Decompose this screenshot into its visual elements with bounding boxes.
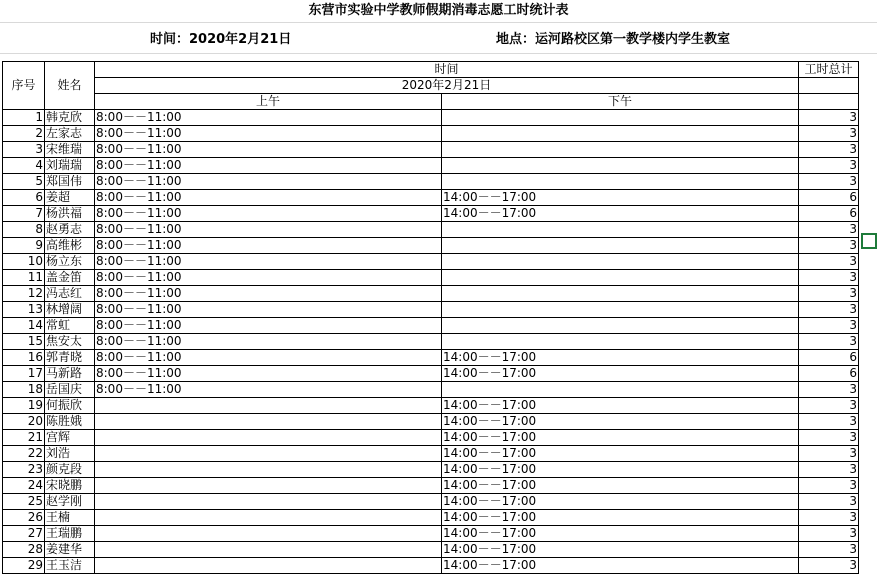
- row-name-cell[interactable]: 赵学刚: [45, 494, 95, 510]
- row-total-cell[interactable]: 6: [799, 206, 859, 222]
- row-afternoon-cell[interactable]: 14:00－－17:00: [442, 190, 799, 206]
- row-afternoon-cell[interactable]: [442, 158, 799, 174]
- table-row: [3, 270, 859, 286]
- row-total-cell[interactable]: 3: [799, 302, 859, 318]
- table-row: [3, 510, 859, 526]
- header-time[interactable]: 时间: [95, 62, 799, 78]
- row-name-cell[interactable]: 郭青晓: [45, 350, 95, 366]
- row-name-cell[interactable]: 刘浩: [45, 446, 95, 462]
- row-afternoon-cell[interactable]: 14:00－－17:00: [442, 510, 799, 526]
- table-row: [3, 174, 859, 190]
- row-seq-cell[interactable]: 19: [3, 398, 45, 414]
- row-name-cell[interactable]: 姜建华: [45, 542, 95, 558]
- row-total-cell[interactable]: 3: [799, 254, 859, 270]
- row-morning-cell[interactable]: 8:00－－11:00: [95, 254, 442, 270]
- row-morning-cell[interactable]: [95, 478, 442, 494]
- row-afternoon-cell[interactable]: 14:00－－17:00: [442, 366, 799, 382]
- table-row: [3, 222, 859, 238]
- row-afternoon-cell[interactable]: 14:00－－17:00: [442, 494, 799, 510]
- row-seq-cell[interactable]: 17: [3, 366, 45, 382]
- header-date[interactable]: 2020年2月21日: [95, 78, 799, 94]
- row-total-cell[interactable]: 3: [799, 382, 859, 398]
- row-total-cell[interactable]: 3: [799, 270, 859, 286]
- row-morning-cell[interactable]: 8:00－－11:00: [95, 302, 442, 318]
- row-seq-cell[interactable]: 14: [3, 318, 45, 334]
- table-row: [3, 398, 859, 414]
- row-name-cell[interactable]: 何振欣: [45, 398, 95, 414]
- row-total-cell[interactable]: 3: [799, 430, 859, 446]
- gridline: [0, 22, 877, 23]
- row-morning-cell[interactable]: [95, 398, 442, 414]
- row-morning-cell[interactable]: 8:00－－11:00: [95, 270, 442, 286]
- table-row: [3, 494, 859, 510]
- row-seq-cell[interactable]: 10: [3, 254, 45, 270]
- row-name-cell[interactable]: 高维彬: [45, 238, 95, 254]
- row-seq-cell[interactable]: 26: [3, 510, 45, 526]
- row-total-cell[interactable]: 3: [799, 318, 859, 334]
- table-row: [3, 318, 859, 334]
- row-total-cell[interactable]: 6: [799, 190, 859, 206]
- row-morning-cell[interactable]: 8:00－－11:00: [95, 158, 442, 174]
- row-seq-cell[interactable]: 25: [3, 494, 45, 510]
- row-seq-cell[interactable]: 28: [3, 542, 45, 558]
- row-morning-cell[interactable]: 8:00－－11:00: [95, 126, 442, 142]
- row-morning-cell[interactable]: 8:00－－11:00: [95, 318, 442, 334]
- table-row: [3, 542, 859, 558]
- row-total-cell[interactable]: 3: [799, 286, 859, 302]
- row-afternoon-cell[interactable]: 14:00－－17:00: [442, 462, 799, 478]
- row-total-cell[interactable]: 3: [799, 494, 859, 510]
- row-total-cell[interactable]: 3: [799, 110, 859, 126]
- row-name-cell[interactable]: 王玉洁: [45, 558, 95, 574]
- table-row: [3, 190, 859, 206]
- table-row: [3, 462, 859, 478]
- row-seq-cell[interactable]: 8: [3, 222, 45, 238]
- table-row: [3, 126, 859, 142]
- row-afternoon-cell[interactable]: [442, 318, 799, 334]
- row-total-cell[interactable]: 3: [799, 414, 859, 430]
- header-total-empty[interactable]: [799, 94, 859, 110]
- row-total-cell[interactable]: 3: [799, 222, 859, 238]
- row-afternoon-cell[interactable]: [442, 238, 799, 254]
- row-morning-cell[interactable]: 8:00－－11:00: [95, 238, 442, 254]
- row-morning-cell[interactable]: 8:00－－11:00: [95, 366, 442, 382]
- row-seq-cell[interactable]: 7: [3, 206, 45, 222]
- row-name-cell[interactable]: 王楠: [45, 510, 95, 526]
- row-name-cell[interactable]: 郑国伟: [45, 174, 95, 190]
- row-name-cell[interactable]: 左家志: [45, 126, 95, 142]
- row-afternoon-cell[interactable]: [442, 270, 799, 286]
- header-afternoon[interactable]: 下午: [442, 94, 799, 110]
- table-row: [3, 350, 859, 366]
- row-seq-cell[interactable]: 1: [3, 110, 45, 126]
- row-afternoon-cell[interactable]: [442, 174, 799, 190]
- table-row: [3, 254, 859, 270]
- row-total-cell[interactable]: 3: [799, 510, 859, 526]
- row-afternoon-cell[interactable]: 14:00－－17:00: [442, 430, 799, 446]
- row-total-cell[interactable]: 3: [799, 334, 859, 350]
- row-name-cell[interactable]: 马新路: [45, 366, 95, 382]
- row-seq-cell[interactable]: 20: [3, 414, 45, 430]
- row-morning-cell[interactable]: 8:00－－11:00: [95, 110, 442, 126]
- row-name-cell[interactable]: 岳国庆: [45, 382, 95, 398]
- row-name-cell[interactable]: 焦安太: [45, 334, 95, 350]
- row-afternoon-cell[interactable]: [442, 382, 799, 398]
- row-afternoon-cell[interactable]: 14:00－－17:00: [442, 446, 799, 462]
- row-afternoon-cell[interactable]: [442, 142, 799, 158]
- row-seq-cell[interactable]: 29: [3, 558, 45, 574]
- row-afternoon-cell[interactable]: [442, 126, 799, 142]
- header-total-empty[interactable]: [799, 78, 859, 94]
- row-seq-cell[interactable]: 22: [3, 446, 45, 462]
- row-seq-cell[interactable]: 13: [3, 302, 45, 318]
- table-row: [3, 110, 859, 126]
- location-label: 地点：运河路校区第一教学楼内学生教室: [496, 32, 731, 47]
- row-seq-cell[interactable]: 2: [3, 126, 45, 142]
- row-name-cell[interactable]: 韩克欣: [45, 110, 95, 126]
- row-afternoon-cell[interactable]: [442, 334, 799, 350]
- table-row: [3, 158, 859, 174]
- header-seq[interactable]: 序号: [3, 62, 45, 110]
- row-morning-cell[interactable]: [95, 494, 442, 510]
- row-total-cell[interactable]: 3: [799, 478, 859, 494]
- row-afternoon-cell[interactable]: 14:00－－17:00: [442, 414, 799, 430]
- row-total-cell[interactable]: 3: [799, 526, 859, 542]
- row-morning-cell[interactable]: [95, 558, 442, 574]
- row-seq-cell[interactable]: 18: [3, 382, 45, 398]
- row-morning-cell[interactable]: 8:00－－11:00: [95, 334, 442, 350]
- row-total-cell[interactable]: 3: [799, 238, 859, 254]
- row-afternoon-cell[interactable]: 14:00－－17:00: [442, 542, 799, 558]
- row-morning-cell[interactable]: [95, 526, 442, 542]
- table-row: [3, 526, 859, 542]
- row-morning-cell[interactable]: 8:00－－11:00: [95, 142, 442, 158]
- header-total[interactable]: 工时总计: [799, 62, 859, 78]
- table-row: [3, 558, 859, 574]
- row-morning-cell[interactable]: 8:00－－11:00: [95, 286, 442, 302]
- row-name-cell[interactable]: 宋维瑞: [45, 142, 95, 158]
- table-row: [3, 238, 859, 254]
- header-name[interactable]: 姓名: [45, 62, 95, 110]
- row-name-cell[interactable]: 赵勇志: [45, 222, 95, 238]
- row-seq-cell[interactable]: 12: [3, 286, 45, 302]
- row-seq-cell[interactable]: 24: [3, 478, 45, 494]
- row-name-cell[interactable]: 王瑞鹏: [45, 526, 95, 542]
- time-label: 时间：2020年2月21日: [150, 32, 292, 47]
- row-afternoon-cell[interactable]: 14:00－－17:00: [442, 558, 799, 574]
- row-morning-cell[interactable]: 8:00－－11:00: [95, 222, 442, 238]
- row-name-cell[interactable]: 宫辉: [45, 430, 95, 446]
- row-seq-cell[interactable]: 3: [3, 142, 45, 158]
- row-morning-cell[interactable]: [95, 542, 442, 558]
- row-afternoon-cell[interactable]: [442, 302, 799, 318]
- table-row: [3, 302, 859, 318]
- row-name-cell[interactable]: 杨立东: [45, 254, 95, 270]
- row-morning-cell[interactable]: [95, 430, 442, 446]
- row-morning-cell[interactable]: 8:00－－11:00: [95, 382, 442, 398]
- row-name-cell[interactable]: 常虹: [45, 318, 95, 334]
- table-row: [3, 206, 859, 222]
- row-name-cell[interactable]: 颜克段: [45, 462, 95, 478]
- row-total-cell[interactable]: 6: [799, 350, 859, 366]
- row-name-cell[interactable]: 杨洪福: [45, 206, 95, 222]
- row-afternoon-cell[interactable]: 14:00－－17:00: [442, 478, 799, 494]
- row-seq-cell[interactable]: 6: [3, 190, 45, 206]
- table-row: [3, 414, 859, 430]
- row-afternoon-cell[interactable]: 14:00－－17:00: [442, 526, 799, 542]
- table-row: [3, 366, 859, 382]
- row-afternoon-cell[interactable]: 14:00－－17:00: [442, 206, 799, 222]
- row-seq-cell[interactable]: 5: [3, 174, 45, 190]
- row-seq-cell[interactable]: 21: [3, 430, 45, 446]
- row-afternoon-cell[interactable]: [442, 222, 799, 238]
- row-afternoon-cell[interactable]: [442, 254, 799, 270]
- row-seq-cell[interactable]: 4: [3, 158, 45, 174]
- row-morning-cell[interactable]: 8:00－－11:00: [95, 174, 442, 190]
- row-afternoon-cell[interactable]: [442, 110, 799, 126]
- row-total-cell[interactable]: 3: [799, 446, 859, 462]
- row-total-cell[interactable]: 6: [799, 366, 859, 382]
- row-name-cell[interactable]: 宋晓鹏: [45, 478, 95, 494]
- row-name-cell[interactable]: 姜超: [45, 190, 95, 206]
- row-morning-cell[interactable]: [95, 510, 442, 526]
- row-seq-cell[interactable]: 9: [3, 238, 45, 254]
- row-morning-cell[interactable]: 8:00－－11:00: [95, 206, 442, 222]
- row-name-cell[interactable]: 盖金笛: [45, 270, 95, 286]
- gridline: [0, 53, 877, 54]
- table-row: [3, 446, 859, 462]
- row-seq-cell[interactable]: 16: [3, 350, 45, 366]
- header-morning[interactable]: 上午: [95, 94, 442, 110]
- row-morning-cell[interactable]: 8:00－－11:00: [95, 190, 442, 206]
- row-afternoon-cell[interactable]: [442, 286, 799, 302]
- row-name-cell[interactable]: 陈胜娥: [45, 414, 95, 430]
- hours-table: [2, 61, 859, 574]
- row-seq-cell[interactable]: 15: [3, 334, 45, 350]
- row-name-cell[interactable]: 冯志红: [45, 286, 95, 302]
- table-row: [3, 382, 859, 398]
- table-row: [3, 430, 859, 446]
- row-name-cell[interactable]: 林增阔: [45, 302, 95, 318]
- row-morning-cell[interactable]: [95, 446, 442, 462]
- row-total-cell[interactable]: 3: [799, 542, 859, 558]
- table-row: [3, 142, 859, 158]
- row-total-cell[interactable]: 3: [799, 398, 859, 414]
- row-total-cell[interactable]: 3: [799, 462, 859, 478]
- row-total-cell[interactable]: 3: [799, 126, 859, 142]
- row-total-cell[interactable]: 3: [799, 158, 859, 174]
- selected-cell-indicator: [861, 233, 877, 249]
- row-afternoon-cell[interactable]: 14:00－－17:00: [442, 350, 799, 366]
- row-afternoon-cell[interactable]: 14:00－－17:00: [442, 398, 799, 414]
- sheet-title: 东营市实验中学教师假期消毒志愿工时统计表: [308, 3, 569, 18]
- row-morning-cell[interactable]: 8:00－－11:00: [95, 350, 442, 366]
- row-total-cell[interactable]: 3: [799, 142, 859, 158]
- row-morning-cell[interactable]: [95, 462, 442, 478]
- row-seq-cell[interactable]: 27: [3, 526, 45, 542]
- row-name-cell[interactable]: 刘瑞瑞: [45, 158, 95, 174]
- row-morning-cell[interactable]: [95, 414, 442, 430]
- row-seq-cell[interactable]: 11: [3, 270, 45, 286]
- table-row: [3, 478, 859, 494]
- row-total-cell[interactable]: 3: [799, 174, 859, 190]
- table-row: [3, 286, 859, 302]
- row-total-cell[interactable]: 3: [799, 558, 859, 574]
- row-seq-cell[interactable]: 23: [3, 462, 45, 478]
- table-row: [3, 334, 859, 350]
